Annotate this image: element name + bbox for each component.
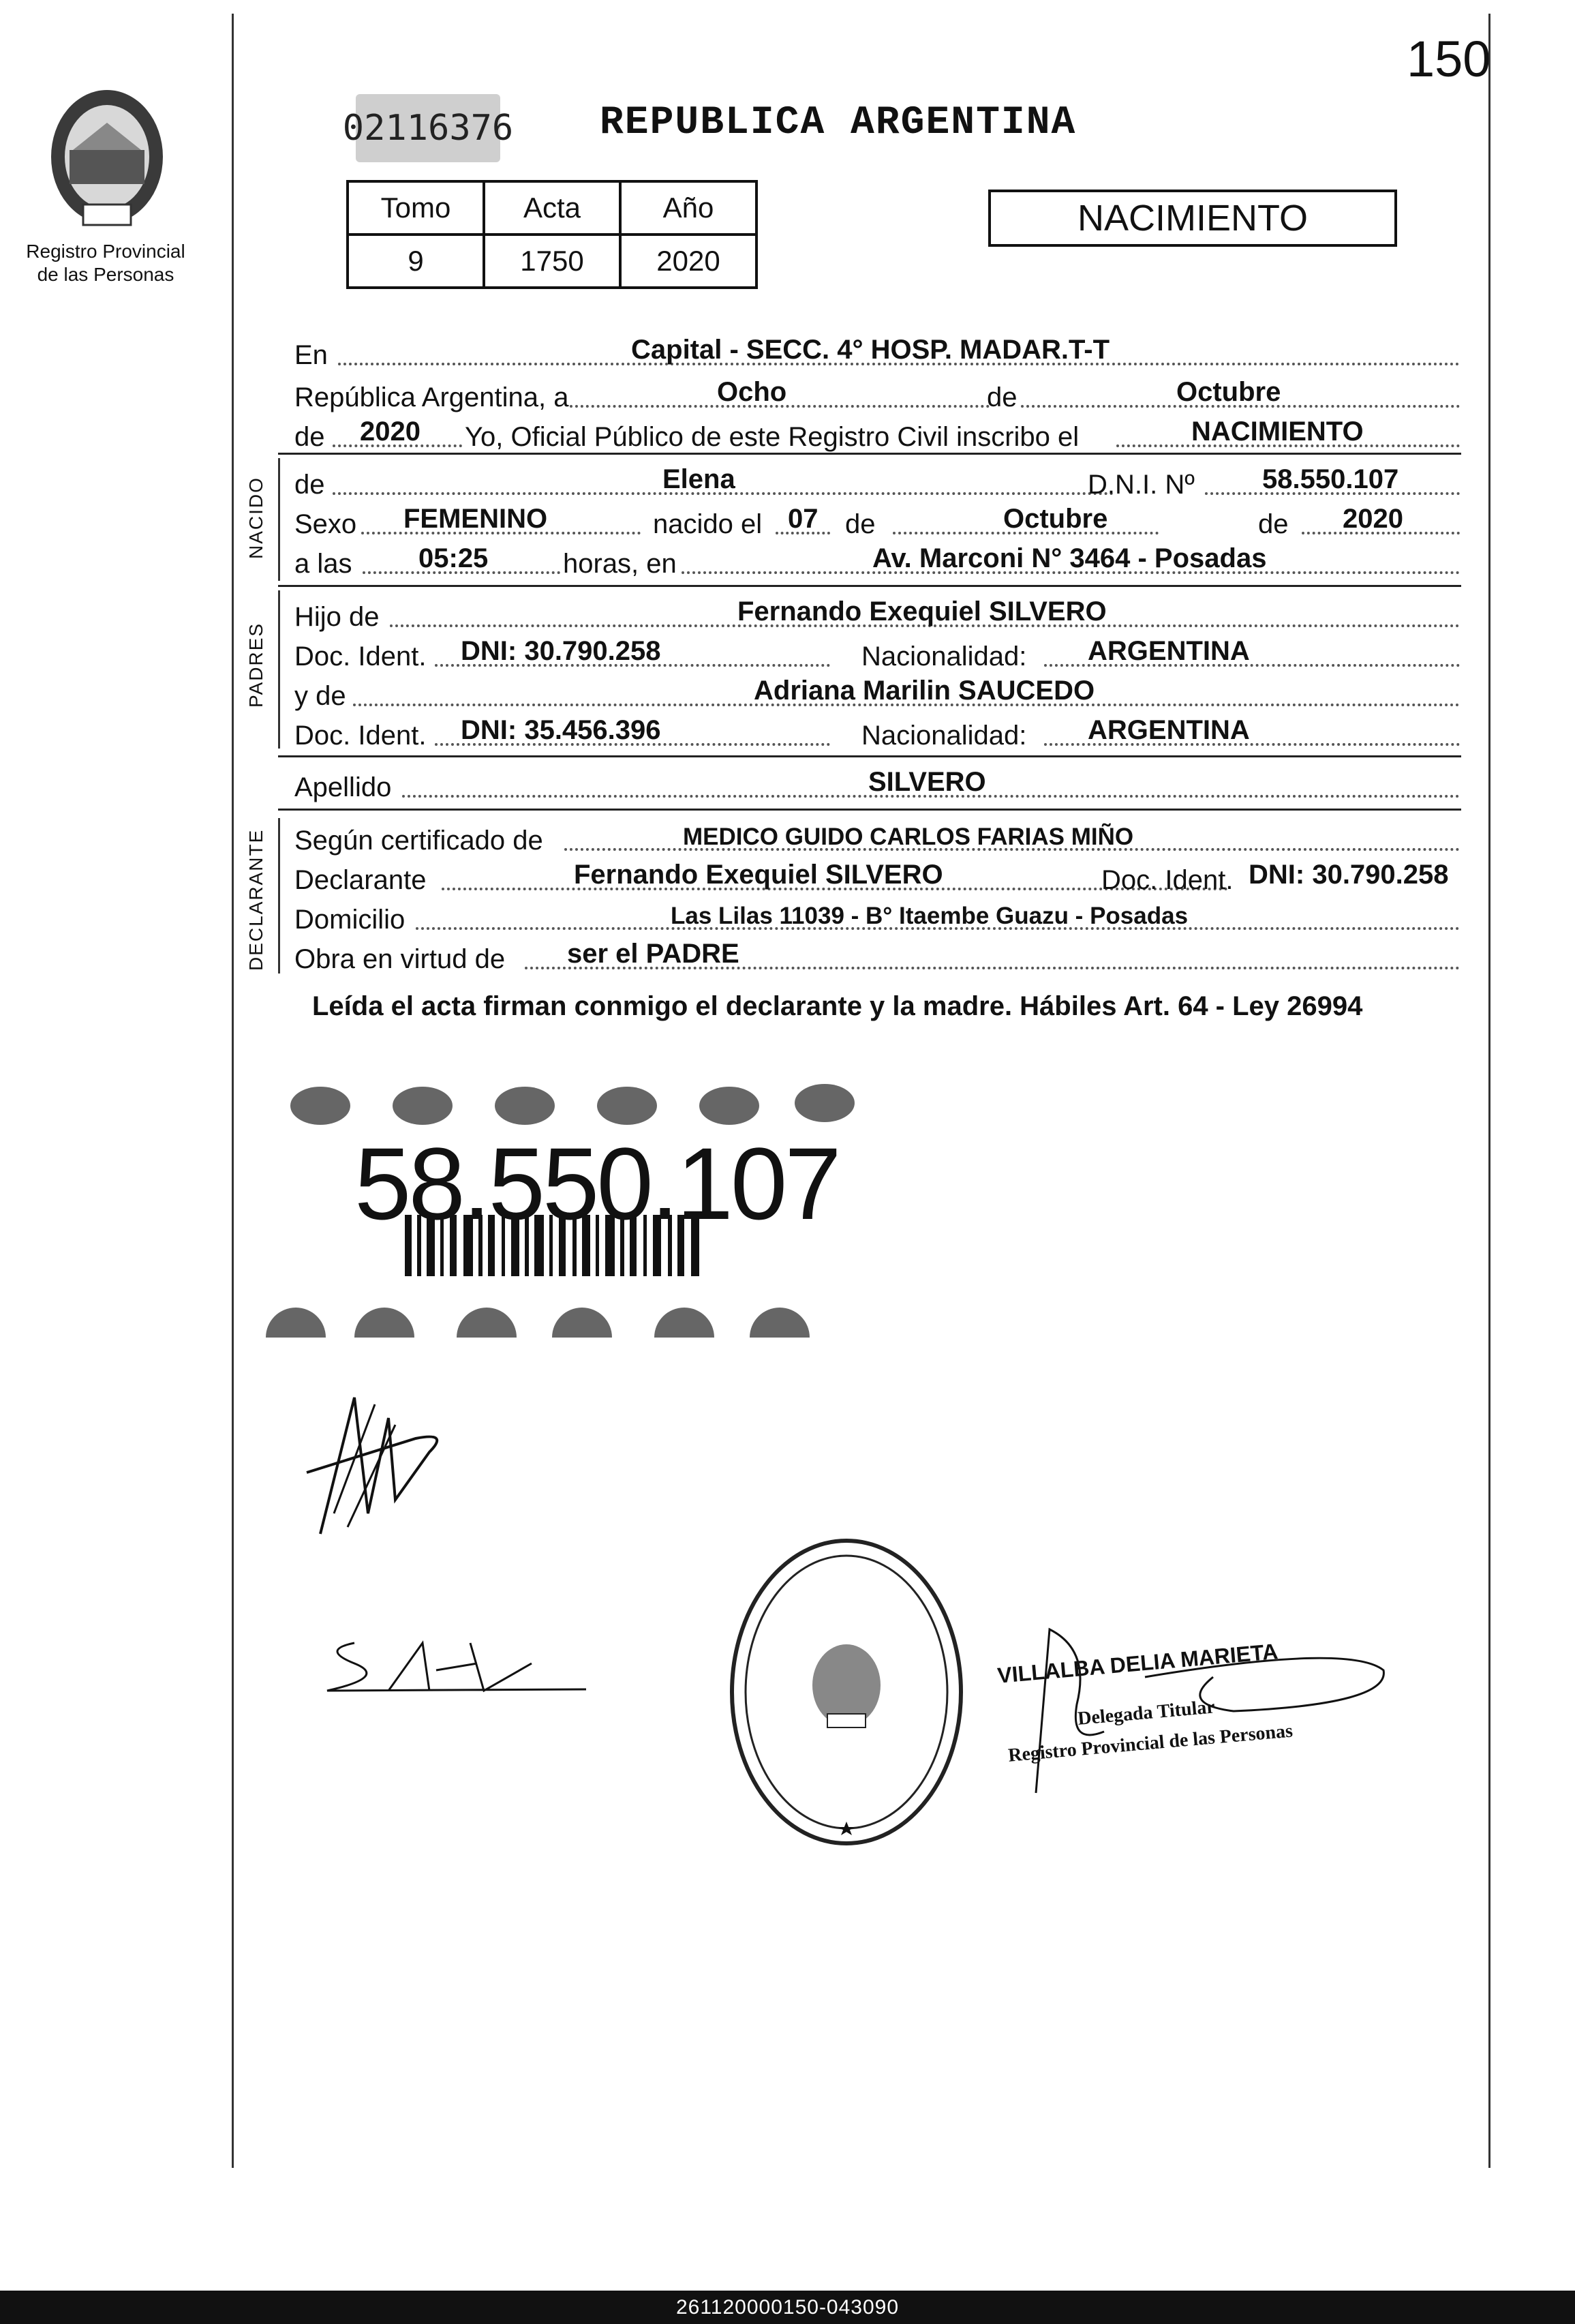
value-place: Av. Marconi N° 3464 - Posadas — [872, 543, 1267, 573]
row-y-de — [294, 674, 1460, 714]
divider-1 — [278, 453, 1461, 455]
right-margin-line — [1488, 14, 1490, 2168]
row-domicilio — [294, 897, 1460, 938]
header-ano: Año — [620, 181, 756, 235]
value-dni: 58.550.107 — [1262, 464, 1399, 494]
value-en: Capital - SECC. 4° HOSP. MADAR.T-T — [631, 335, 1110, 365]
round-office-stamp — [725, 1535, 968, 1849]
logo-caption — [14, 240, 198, 286]
register-table — [346, 180, 758, 289]
label-horas-en: horas, en — [563, 549, 677, 579]
divider-3 — [278, 755, 1461, 757]
official-stamp-role: Delegada Titular — [1077, 1696, 1216, 1730]
divider-4 — [278, 809, 1461, 811]
value-declarante: Fernando Exequiel SILVERO — [574, 860, 943, 890]
signature-declarante — [293, 1377, 457, 1554]
side-label-declarante: DECLARANTE — [245, 828, 266, 971]
label-declarante: Declarante — [294, 865, 427, 895]
label-declarante-doc: Doc. Ident. — [1101, 865, 1234, 895]
label-apellido: Apellido — [294, 772, 392, 802]
row-apellido — [294, 765, 1460, 806]
label-hijo-de: Hijo de — [294, 602, 380, 632]
left-margin-line — [232, 14, 234, 2168]
label-de-month: de — [987, 382, 1018, 412]
label-a-las: a las — [294, 549, 352, 579]
record-type-box: NACIMIENTO — [988, 190, 1397, 247]
value-mother-name: Adriana Marilin SAUCEDO — [754, 676, 1095, 706]
label-de-name: de — [294, 470, 325, 500]
register-table-header — [348, 181, 756, 235]
row-inscribo — [294, 414, 1460, 455]
value-ano: 2020 — [620, 235, 756, 288]
value-segun: MEDICO GUIDO CARLOS FARIAS MIÑO — [683, 824, 1134, 850]
label-domicilio: Domicilio — [294, 905, 406, 935]
logo-caption-line-2: de las Personas — [37, 264, 174, 285]
side-label-padres: PADRES — [245, 622, 266, 708]
label-en: En — [294, 340, 328, 370]
value-father-nationality: ARGENTINA — [1088, 636, 1250, 666]
declarante-bracket — [278, 818, 280, 974]
value-sexo: FEMENINO — [403, 504, 548, 534]
label-republica: República Argentina, a — [294, 382, 569, 412]
row-name — [294, 462, 1460, 503]
value-father-doc: DNI: 30.790.258 — [461, 636, 661, 666]
padres-bracket — [278, 590, 280, 749]
label-father-doc: Doc. Ident. — [294, 642, 427, 671]
side-label-nacido: NACIDO — [245, 477, 266, 559]
value-inscribo: NACIMIENTO — [1191, 417, 1364, 447]
footer-code: 261120000150-043090 — [0, 2291, 1575, 2324]
label-obra: Obra en virtud de — [294, 944, 506, 974]
value-acta: 1750 — [484, 235, 620, 288]
row-sexo — [294, 502, 1460, 543]
signature-madre — [314, 1629, 600, 1704]
hologram-r-marks-bottom — [266, 1308, 810, 1338]
header-acta: Acta — [484, 181, 620, 235]
row-fecha — [294, 375, 1460, 416]
serial-stamp: 02116376 — [356, 94, 500, 162]
value-mother-doc: DNI: 35.456.396 — [461, 715, 661, 745]
label-de-birth-month: de — [845, 509, 876, 539]
value-hour: 05:25 — [418, 543, 489, 573]
label-segun: Según certificado de — [294, 826, 543, 856]
value-declarante-doc: DNI: 30.790.258 — [1249, 860, 1449, 890]
row-hijo-de — [294, 594, 1460, 635]
closing-note: Leída el acta firman conmigo el declarante y la madre. Hábiles Art. 64 - Ley 26994 — [312, 991, 1363, 1021]
value-birth-month: Octubre — [1003, 504, 1108, 534]
register-table-values — [348, 235, 756, 288]
row-hora — [294, 541, 1460, 582]
value-birth-day: 07 — [788, 504, 819, 534]
value-day: Ocho — [717, 377, 787, 407]
label-de-year: de — [294, 422, 325, 452]
official-stamp-office: Registro Provincial de las Personas — [1007, 1720, 1294, 1766]
value-domicilio: Las Lilas 11039 - B° Itaembe Guazu - Posadas — [671, 903, 1189, 929]
barcode-number: 58.550.107 — [354, 1126, 839, 1241]
label-oficial: Yo, Oficial Público de este Registro Civil inscribo el — [465, 422, 1080, 452]
value-tomo: 9 — [348, 235, 484, 288]
header-tomo: Tomo — [348, 181, 484, 235]
label-mother-doc: Doc. Ident. — [294, 721, 427, 751]
value-birth-year: 2020 — [1343, 504, 1403, 534]
row-father-doc — [294, 634, 1460, 675]
logo-caption-line-1: Registro Provincial — [26, 241, 185, 262]
row-obra — [294, 937, 1460, 978]
page-number: 150 — [1407, 31, 1491, 87]
value-apellido: SILVERO — [868, 767, 986, 797]
value-year: 2020 — [360, 417, 420, 447]
province-seal-logo — [35, 75, 179, 239]
label-mother-nationality: Nacionalidad: — [861, 721, 1027, 751]
row-segun — [294, 818, 1460, 859]
value-father-name: Fernando Exequiel SILVERO — [737, 597, 1107, 627]
value-month: Octubre — [1176, 377, 1281, 407]
country-title: REPUBLICA ARGENTINA — [600, 101, 1077, 145]
hologram-r-marks-top — [290, 1084, 855, 1125]
value-obra: ser el PADRE — [567, 939, 739, 969]
official-stamp-name: VILLALBA DELIA MARIETA — [996, 1639, 1279, 1688]
row-mother-doc — [294, 713, 1460, 754]
row-en — [294, 333, 1460, 374]
label-y-de: y de — [294, 681, 346, 711]
label-sexo: Sexo — [294, 509, 357, 539]
value-name: Elena — [662, 464, 735, 494]
label-de-birth-year: de — [1258, 509, 1289, 539]
label-father-nationality: Nacionalidad: — [861, 642, 1027, 671]
label-nacido-el: nacido el — [653, 509, 763, 539]
divider-2 — [278, 585, 1461, 587]
nacido-bracket — [278, 458, 280, 581]
label-dni: D.N.I. Nº — [1088, 470, 1195, 500]
row-declarante — [294, 858, 1460, 899]
value-mother-nationality: ARGENTINA — [1088, 715, 1250, 745]
